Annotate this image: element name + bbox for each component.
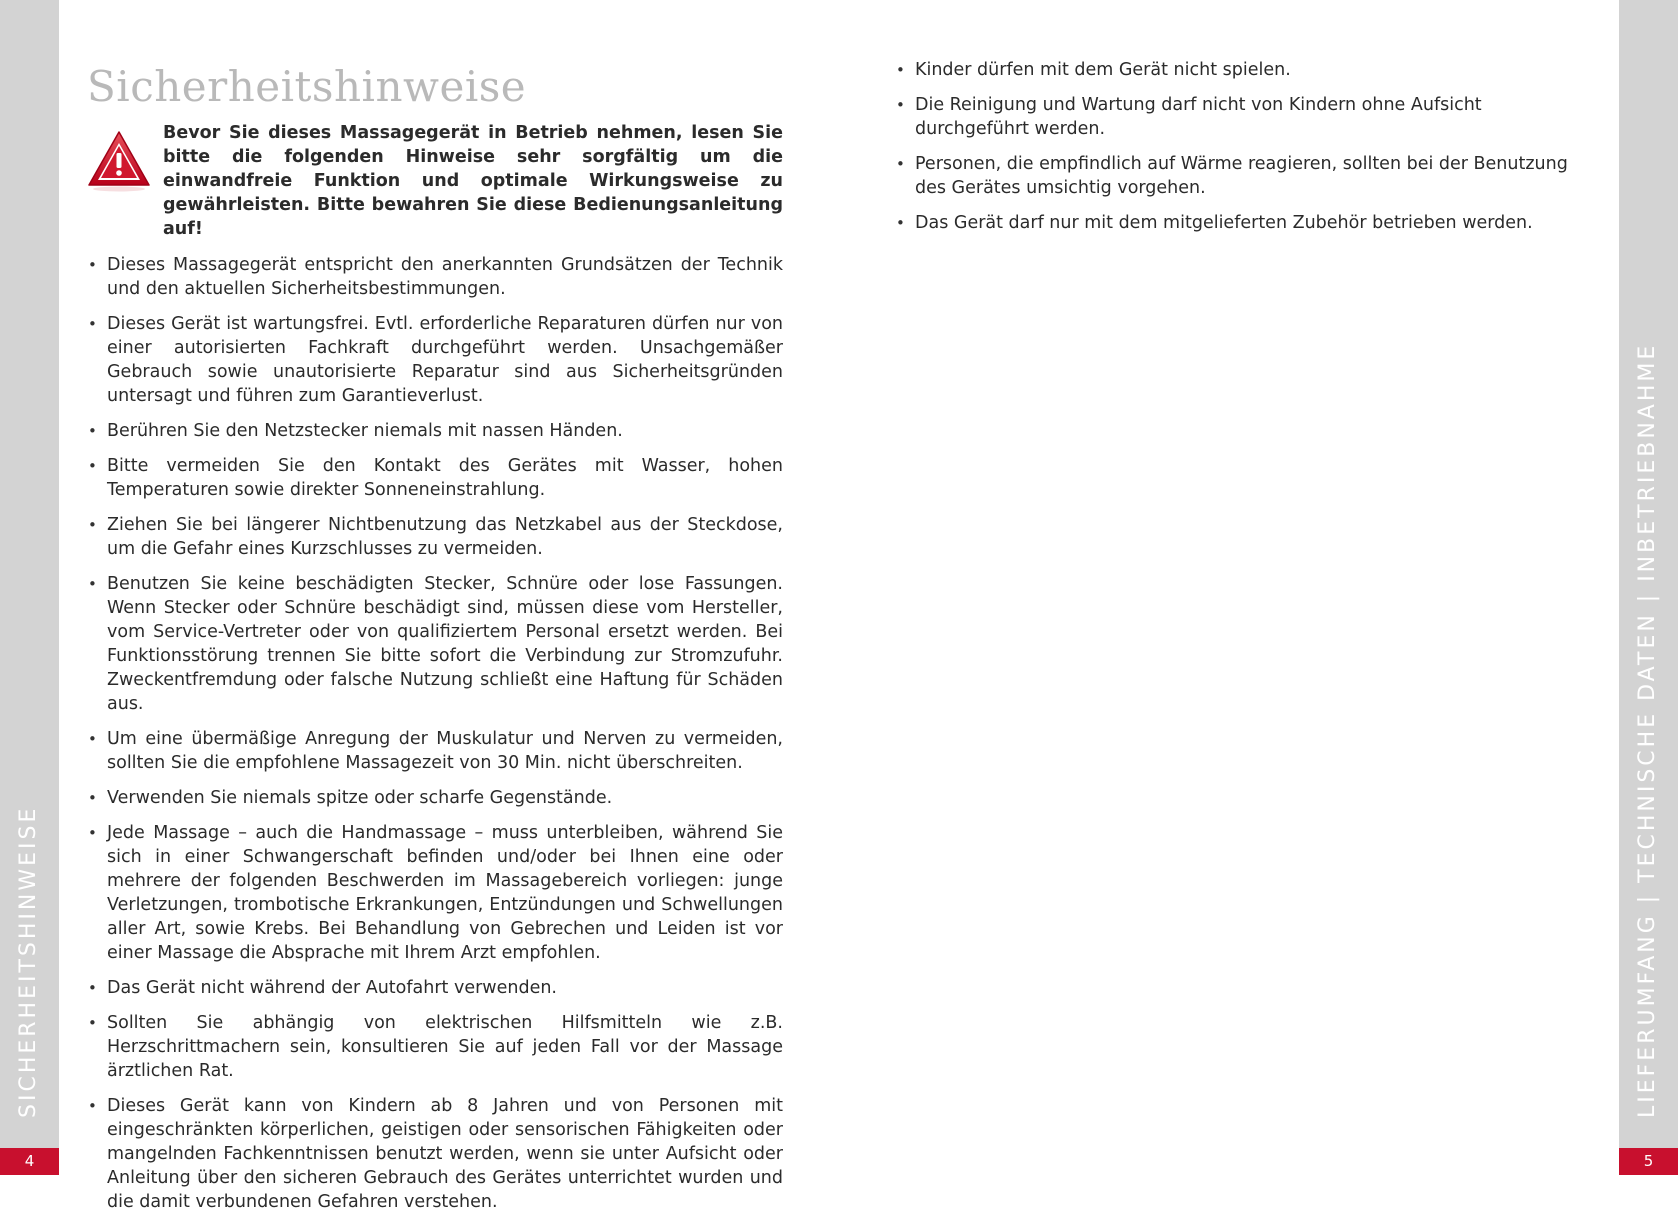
list-item: • Um eine übermäßige Anregung der Muskulatur und Nerven zu vermeiden, sollten Sie die empfohlene Massagezeit von 30 Min. nicht überschreiten. — [87, 727, 783, 775]
safety-list-right — [895, 58, 1595, 235]
list-item: • Benutzen Sie keine beschädigten Stecker, Schnüre oder lose Fassungen. Wenn Stecker oder Schnüre beschädigt sind, müssen diese vom Hersteller, vom Service-Vertreter oder von qualifiziertem Personal ersetzt werden. Bei Funktionsstörung trennen Sie bitte sofort die Verbindung zur Stromzufuhr. Zweckentfremdung oder falsche Nutzung schließt eine Haftung für Schäden aus. — [87, 572, 783, 716]
page-title: Sicherheitshinweise — [87, 62, 527, 111]
list-item: • Sollten Sie abhängig von elektrischen Hilfsmitteln wie z.B. Herzschrittmachern sein, konsultieren Sie auf jeden Fall vor der Massage ärztlichen Rat. — [87, 1011, 783, 1083]
left-side-label: SICHERHEITSHINWEISE — [16, 805, 41, 1118]
list-item: • Die Reinigung und Wartung darf nicht von Kindern ohne Aufsicht durchgeführt werden. — [895, 93, 1595, 141]
list-item: • Berühren Sie den Netzstecker niemals mit nassen Händen. — [87, 419, 783, 443]
warning-triangle-icon — [87, 129, 151, 193]
safety-list-left — [87, 253, 783, 1214]
right-side-strip — [1619, 0, 1678, 1148]
list-item: • Verwenden Sie niemals spitze oder scharfe Gegenstände. — [87, 786, 783, 810]
list-item: • Kinder dürfen mit dem Gerät nicht spielen. — [895, 58, 1595, 82]
left-page-number: 4 — [0, 1148, 59, 1175]
list-item: • Bitte vermeiden Sie den Kontakt des Gerätes mit Wasser, hohen Temperaturen sowie direkter Sonneneinstrahlung. — [87, 454, 783, 502]
warning-block — [87, 121, 783, 241]
list-item: • Personen, die empfindlich auf Wärme reagieren, sollten bei der Benutzung des Gerätes umsichtig vorgehen. — [895, 152, 1595, 200]
list-item: • Dieses Gerät kann von Kindern ab 8 Jahren und von Personen mit eingeschränkten körperlichen, geistigen oder sensorischen Fähigkeiten oder mangelnden Fachkenntnissen benutzt werden, wenn sie unter Aufsicht oder Anleitung über den sicheren Gebrauch des Gerätes unterrichtet wurden und die damit verbundenen Gefahren verstehen. — [87, 1094, 783, 1214]
list-item: • Das Gerät nicht während der Autofahrt verwenden. — [87, 976, 783, 1000]
right-page-number: 5 — [1619, 1148, 1678, 1175]
list-item: • Jede Massage – auch die Handmassage – muss unterbleiben, während Sie sich in einer Schwangerschaft befinden und/oder bei Ihnen eine oder mehrere der folgenden Beschwerden im Massagebereich vorliegen: junge Verletzungen, trombotische Erkrankungen, Entzündungen und Schwellungen aller Art, sowie Krebs. Bei Behandlung von Gebrechen und Leiden ist vor einer Massage die Absprache mit Ihrem Arzt empfohlen. — [87, 821, 783, 965]
list-item: • Dieses Massagegerät entspricht den anerkannten Grundsätzen der Technik und den aktuellen Sicherheitsbestimmungen. — [87, 253, 783, 301]
warning-text: Bevor Sie dieses Massagegerät in Betrieb nehmen, lesen Sie bitte die folgenden Hinweise sehr sorgfältig um die einwandfreie Funktion und optimale Wirkungsweise zu gewährleisten. Bitte bewahren Sie diese Bedienungsanleitung auf! — [163, 123, 783, 239]
right-side-label: LIEFERUMFANG | TECHNISCHE DATEN | INBETRIEBNAHME — [1635, 342, 1660, 1118]
right-page-content — [895, 58, 1595, 246]
list-item: • Dieses Gerät ist wartungsfrei. Evtl. erforderliche Reparaturen dürfen nur von einer autorisierten Fachkraft durchgeführt werden. Unsachgemäßer Gebrauch sowie unautorisierte Reparatur sind aus Sicherheitsgründen untersagt und führen zum Garantieverlust. — [87, 312, 783, 408]
list-item: • Das Gerät darf nur mit dem mitgelieferten Zubehör betrieben werden. — [895, 211, 1595, 235]
list-item: • Ziehen Sie bei längerer Nichtbenutzung das Netzkabel aus der Steckdose, um die Gefahr eines Kurzschlusses zu vermeiden. — [87, 513, 783, 561]
left-side-strip — [0, 0, 59, 1148]
left-page-content — [87, 58, 783, 1225]
